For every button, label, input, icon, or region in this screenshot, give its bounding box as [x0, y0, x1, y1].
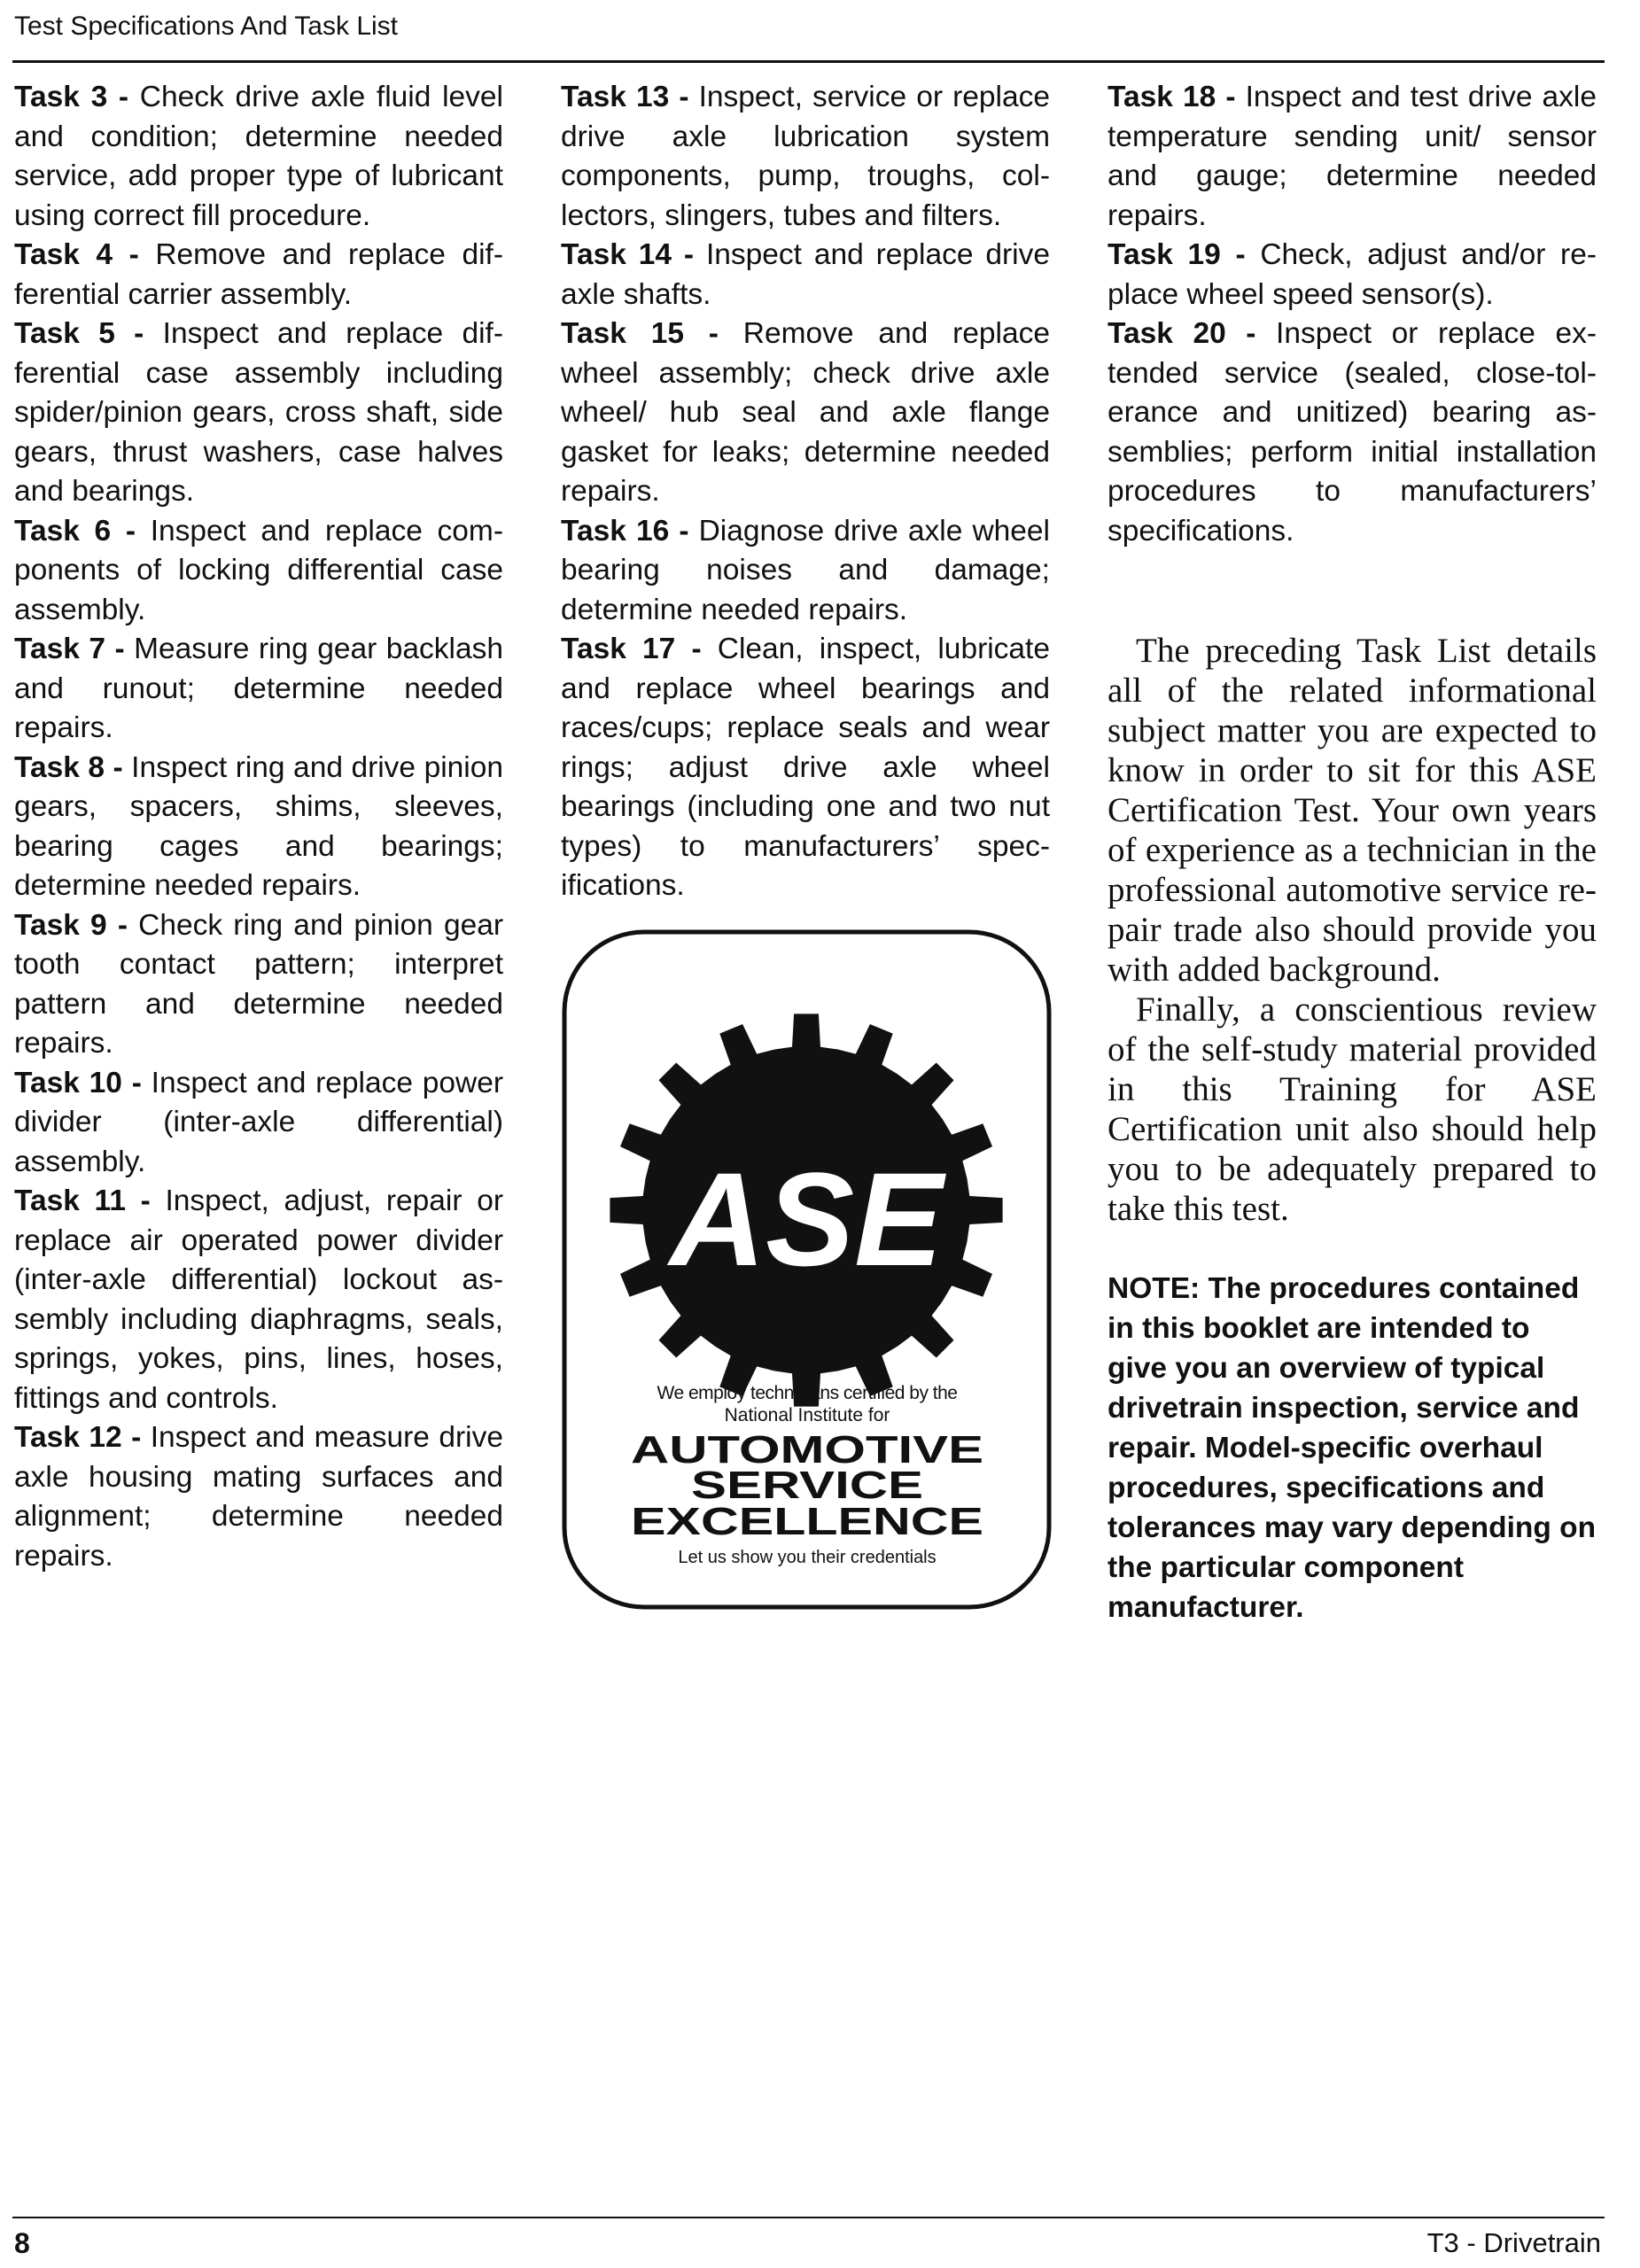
task-label: Task 18 - [1108, 81, 1236, 113]
task-text: Inspect, adjust, repair or replace air operated power divider (inter-axle differential) lockout assembly including diaphragms, seals, springs, yokes, pins, lines, hoses, fittings and controls. [14, 1184, 503, 1415]
task-text: Inspect and replace components of locking differential case assembly. [14, 514, 503, 626]
task-item [14, 236, 503, 315]
task-item [14, 512, 503, 631]
ase-logo [561, 928, 1053, 1611]
task-item [561, 630, 1050, 906]
header-rule [12, 60, 1605, 63]
task-text: Inspect and replace power divider (inter-axle differential) assembly. [14, 1066, 504, 1178]
task-label: Task 11 - [14, 1184, 151, 1217]
task-text: Check, adjust and/or replace wheel speed sensor(s). [1108, 238, 1597, 311]
closing-paragraph-2: Finally, a conscientious review of the self-study material provided in this Training for ASE Certification unit also should help you to be adequately prepared to take this test. [1108, 990, 1597, 1228]
task-column-3 [1108, 78, 1597, 551]
task-text: Inspect and replace differential case assembly including spider/pinion gears, cross shaft, side gears, thrust washers, case halves and bearings. [14, 317, 503, 508]
task-label: Task 12 - [14, 1421, 142, 1454]
task-text: Inspect and replace drive axle shafts. [561, 238, 1050, 311]
task-label: Task 8 - [14, 750, 123, 784]
task-text: Clean, inspect, lubricate and replace wheel bearings and races/cups; replace seals and wear rings; adjust drive axle wheel bearings (including one and two nut types) to manufacturers’ specifications. [561, 633, 1050, 902]
task-label: Task 5 - [14, 317, 144, 350]
task-text: Check ring and pinion gear tooth contact pattern; interpret pattern and determine needed repairs. [14, 908, 503, 1060]
task-item [14, 78, 503, 236]
task-label: Task 13 - [561, 81, 689, 113]
logo-word-service: SERVICE [691, 1464, 923, 1507]
task-label: Task 14 - [561, 238, 695, 271]
task-item [1108, 236, 1597, 315]
task-label: Task 9 - [14, 908, 128, 942]
task-column-1 [14, 78, 503, 1576]
task-text: Inspect ring and drive pinion gears, spacers, shims, sleeves, bearing cages and bearings; determine needed repairs. [14, 750, 503, 902]
closing-text [1108, 631, 1597, 1229]
task-item [561, 78, 1050, 236]
task-item [14, 1182, 503, 1418]
task-label: Task 4 - [14, 238, 139, 271]
task-label: Task 6 - [14, 514, 136, 548]
note-box: NOTE: The procedures contained in this booklet are intended to give you an overview of typical drivetrain inspection, service and repair. Model-specific overhaul procedures, specifications and tolerances may vary depending on the particular component manufacturer. [1108, 1272, 1597, 1624]
task-item [561, 315, 1050, 512]
page-number: 8 [14, 2227, 30, 2259]
task-item [1108, 78, 1597, 236]
registered-mark: ® [925, 1286, 943, 1313]
task-text: Diagnose drive axle wheel bearing noises and damage; determine needed repairs. [561, 514, 1050, 626]
task-text: Inspect or replace extended service (sealed, close-tolerance and unitized) bearing assemblies; perform initial installation procedures to manufacturers’ specifications. [1108, 317, 1597, 548]
task-label: Task 7 - [14, 633, 125, 665]
task-text: Inspect and measure drive axle housing mating surfaces and alignment; determine needed repairs. [14, 1421, 504, 1573]
task-label: Task 16 - [561, 514, 689, 548]
task-text: Inspect and test drive axle temperature sending unit/ sensor and gauge; determine needed repairs. [1108, 81, 1597, 232]
task-item [561, 512, 1050, 631]
unit-title: T3 - Drivetrain [1426, 2227, 1601, 2258]
footer-rule [12, 2217, 1605, 2218]
task-label: Task 10 - [14, 1066, 142, 1099]
task-text: Remove and replace wheel assembly; check drive axle wheel/ hub seal and axle flange gasket for leaks; determine needed repairs. [561, 317, 1050, 508]
task-item [14, 1064, 503, 1183]
logo-tagline: Let us show you their credentials [678, 1548, 937, 1567]
task-item [14, 315, 503, 512]
running-head: Test Specifications And Task List [14, 12, 399, 41]
task-label: Task 3 - [14, 81, 129, 113]
task-item [14, 749, 503, 906]
logo-line-2: National Institute for [724, 1405, 890, 1425]
task-column-2 [561, 78, 1050, 906]
task-text: Measure ring gear backlash and runout; determine needed repairs. [14, 633, 503, 744]
task-text: Check drive axle fluid level and condition; determine needed service, add proper type of lubricant using correct fill procedure. [14, 81, 503, 232]
task-text: Remove and replace differential carrier assembly. [14, 238, 503, 311]
ase-letters: ASE [669, 1145, 944, 1293]
task-label: Task 17 - [561, 633, 702, 665]
task-item [14, 630, 503, 749]
closing-paragraph-1: The preceding Task List details all of the related informational subject matter you are expected to know in order to sit for this ASE Certification Test. Your own years of experience as a technician in the professional automotive service repair trade also should provide you with added background. [1108, 632, 1597, 989]
task-item [14, 1418, 503, 1576]
task-label: Task 20 - [1108, 317, 1256, 350]
logo-word-automotive: AUTOMOTIVE [631, 1428, 983, 1472]
task-label: Task 15 - [561, 317, 719, 350]
task-label: Task 19 - [1108, 238, 1246, 271]
logo-word-excellence: EXCELLENCE [631, 1500, 983, 1543]
task-item [1108, 315, 1597, 551]
task-text: Inspect, service or replace drive axle lubrication system components, pump, troughs, collectors, slingers, tubes and filters. [561, 81, 1050, 232]
task-item [14, 906, 503, 1064]
task-item [561, 236, 1050, 315]
logo-line-1: We employ technicians certified by the [657, 1383, 958, 1403]
ase-logo-graphic [561, 928, 1053, 1611]
